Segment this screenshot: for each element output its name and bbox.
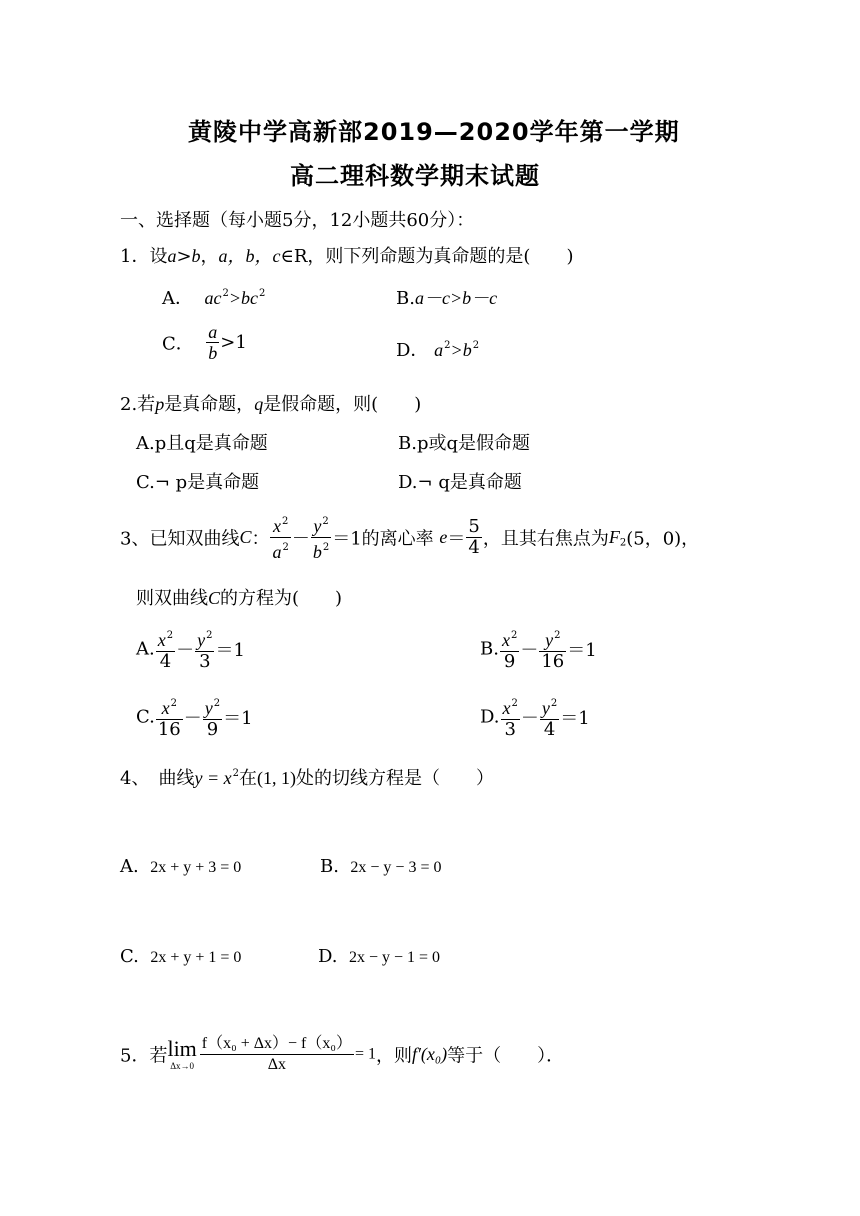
q3-a-den2: 3 [199, 651, 211, 672]
q3-f-sub: 2 [619, 537, 627, 549]
q3-f: F [608, 527, 620, 547]
q1-c-rest: >1 [220, 332, 247, 353]
q4-curve: y = x [194, 768, 232, 788]
q4-option-b [320, 856, 441, 877]
q3-a-frac1 [156, 626, 175, 672]
q3-d-frac1 [501, 694, 520, 740]
q3-b-x-exp: 2 [510, 630, 518, 641]
q3-c-minus: － [183, 708, 202, 729]
q2-q: q [254, 394, 264, 414]
q1-option-a [162, 284, 265, 310]
q3-c-eq: ＝1 [223, 708, 253, 729]
q1-a-text: ac [204, 288, 222, 308]
q3-a: a [272, 542, 282, 562]
q3-d-x: x [502, 698, 511, 718]
q3-d-label: D. [480, 706, 500, 728]
q3-c-x: x [161, 698, 170, 718]
q1-gt: > [176, 246, 192, 267]
q4-a-label: A. [120, 856, 139, 877]
q3-frac-y [311, 512, 331, 563]
q3-c: C [239, 527, 252, 547]
q3-y: y [313, 516, 322, 536]
q4-b-label: B. [320, 856, 339, 877]
q3-b-minus: － [520, 640, 539, 661]
q4-option-a [120, 856, 241, 877]
q3-f-coords: (5，0)， [626, 528, 700, 550]
q3-colon: ： [251, 528, 270, 550]
q5-fprime: f′(x₀) [411, 1044, 448, 1064]
q1-d-exp: 2 [444, 340, 451, 351]
q3-d-eq: ＝1 [560, 708, 590, 729]
q1-option-c [162, 322, 247, 363]
q5-eq: = 1 [354, 1045, 376, 1063]
section-heading: 一、选择题（每小题5分，12小题共60分）： [120, 210, 475, 231]
q3-e-num: 5 [468, 516, 480, 537]
q4-point: (1, 1) [256, 768, 296, 788]
q2-option-a: A.p且q是真命题 [136, 433, 268, 454]
q2-prefix: 2.若 [120, 394, 156, 415]
q3-c-frac2 [203, 694, 222, 740]
q3-x: x [272, 516, 281, 536]
q4-c-label: C. [120, 946, 139, 967]
q3-b-exp: 2 [322, 542, 330, 553]
q3-option-b [480, 626, 597, 672]
q3-eq1: ＝1的离心率 [332, 528, 434, 550]
q3-line2 [136, 584, 342, 610]
q3-a-den1: 4 [159, 651, 172, 672]
q4-b-eq: 2x − y − 3 = 0 [350, 859, 442, 876]
q4-post: 处的切线方程是（ ） [295, 768, 494, 789]
q3-d-y: y [541, 698, 550, 718]
q1-option-b [396, 284, 497, 310]
q3-b-frac2 [539, 626, 566, 672]
q3-a-label: A. [136, 638, 155, 660]
q1-d-mid: >b [450, 340, 472, 360]
q3-a-x-exp: 2 [166, 630, 174, 641]
q4-c-eq: 2x + y + 1 = 0 [150, 949, 242, 966]
question-1-stem [120, 242, 573, 268]
q3-b-label: B. [480, 638, 499, 660]
q3-c-y-exp: 2 [213, 698, 221, 709]
q2-is-true: 是真命题， [164, 394, 255, 415]
q5-then: ，则 [375, 1045, 412, 1067]
q5-lim: lim [167, 1035, 197, 1061]
q3-x-exp: 2 [281, 516, 289, 527]
q1-a-exp: 2 [222, 288, 229, 299]
q3-e: e [439, 527, 448, 547]
exam-title-line1: 黄陵中学高新部2019—2020学年第一学期 [188, 118, 680, 146]
q2-option-d: D.¬ q是真命题 [398, 472, 522, 493]
q1-vars: a，b，c [218, 246, 281, 266]
q1-a-label: A． [162, 288, 193, 309]
q1-c-fraction [206, 322, 219, 363]
q4-mid: 在 [238, 768, 257, 789]
q4-d-eq: 2x − y − 1 = 0 [348, 949, 441, 966]
q1-var-b: b [191, 246, 201, 266]
q3-b: b [312, 542, 322, 562]
q3-frac-x [270, 512, 290, 563]
q1-option-d [396, 336, 479, 362]
q1-d-exp2: 2 [472, 340, 480, 351]
q3-d-den1: 3 [504, 719, 516, 740]
q3-a-exp: 2 [282, 542, 289, 553]
q1-a-exp2: 2 [258, 288, 266, 299]
q4-d-label: D. [318, 946, 338, 967]
q3-e-eq: ＝ [447, 528, 466, 550]
q3-c-den1: 16 [157, 719, 181, 740]
q3-c-x-exp: 2 [170, 698, 177, 709]
q2-is-false: 是假命题，则( ) [263, 394, 422, 415]
q3-a-frac2 [195, 626, 214, 672]
q3-b-eq: ＝1 [567, 640, 597, 661]
exam-title-line2: 高二理科数学期末试题 [290, 162, 540, 190]
q3-option-d [480, 694, 590, 740]
q1-c-num: a [208, 322, 218, 342]
q3-d-frac2 [540, 694, 559, 740]
q5-num: f（x₀ + Δx）− f（x₀） [200, 1034, 354, 1055]
q4-option-d [318, 946, 440, 967]
q1-condition: ∈R，则下列命题为真命题的是( ) [280, 246, 574, 267]
q5-fraction [200, 1034, 354, 1075]
q3-a-minus: － [176, 640, 195, 661]
q3-prefix: 3、已知双曲线 [120, 528, 240, 550]
q1-d-label: D． [396, 340, 429, 361]
q3-line2-pre: 则双曲线 [136, 588, 208, 609]
q5-limit [167, 1035, 197, 1072]
q5-lim-sub: Δx→0 [170, 1060, 195, 1071]
q3-b-x: x [501, 630, 510, 650]
q3-b-y-exp: 2 [554, 630, 561, 641]
q3-d-minus: － [520, 708, 539, 729]
q4-prefix: 4、 曲线 [120, 768, 195, 789]
q3-line2-c: C [208, 588, 221, 608]
question-3-stem [120, 512, 699, 563]
q3-focus: ，且其右焦点为 [482, 528, 609, 550]
q1-comma: ， [200, 246, 219, 267]
q5-prefix: 5．若 [120, 1045, 168, 1067]
q4-option-c [120, 946, 241, 967]
q1-c-label: C． [162, 333, 194, 355]
q1-d-a: a [434, 340, 444, 360]
q3-c-y: y [204, 698, 213, 718]
q3-d-y-exp: 2 [550, 698, 558, 709]
q1-prefix: 1．设 [120, 246, 168, 267]
q3-y-exp: 2 [322, 516, 329, 527]
q3-a-eq: ＝1 [215, 640, 245, 661]
question-2-stem [120, 390, 421, 416]
q1-b-label: B. [396, 288, 415, 309]
q1-b-text: a－c>b－c [414, 288, 498, 308]
q3-option-c [136, 694, 253, 740]
q3-b-frac1 [500, 626, 519, 672]
q3-b-den1: 9 [503, 651, 516, 672]
q3-b-den2: 16 [541, 651, 565, 672]
q2-p: p [155, 394, 165, 414]
question-5-stem [120, 1034, 564, 1075]
q4-a-eq: 2x + y + 3 = 0 [150, 859, 242, 876]
q3-c-frac1 [156, 694, 183, 740]
q5-post: 等于（ ）． [447, 1045, 565, 1067]
q1-a-mid: >bc [228, 288, 258, 308]
q3-line2-rest: 的方程为( ) [220, 588, 343, 609]
q3-e-den: 4 [468, 537, 480, 558]
q3-minus: － [291, 528, 310, 550]
q3-frac-e [466, 517, 481, 558]
q3-option-a [136, 626, 245, 672]
q3-d-den2: 4 [543, 719, 556, 740]
q2-option-c: C.¬ p是真命题 [136, 472, 260, 493]
q3-a-y: y [197, 630, 206, 650]
q4-curve-exp: 2 [232, 768, 239, 779]
q3-d-x-exp: 2 [511, 698, 518, 709]
q3-c-den2: 9 [206, 719, 219, 740]
q5-den: Δx [267, 1056, 287, 1073]
q2-option-b: B.p或q是假命题 [398, 433, 530, 454]
q3-a-x: x [157, 630, 166, 650]
q3-a-y-exp: 2 [206, 630, 213, 641]
q1-var-a: a [167, 246, 177, 266]
q3-c-label: C. [136, 706, 155, 728]
q1-c-den: b [208, 343, 218, 363]
q3-b-y: y [545, 630, 554, 650]
question-4-stem [120, 764, 494, 790]
